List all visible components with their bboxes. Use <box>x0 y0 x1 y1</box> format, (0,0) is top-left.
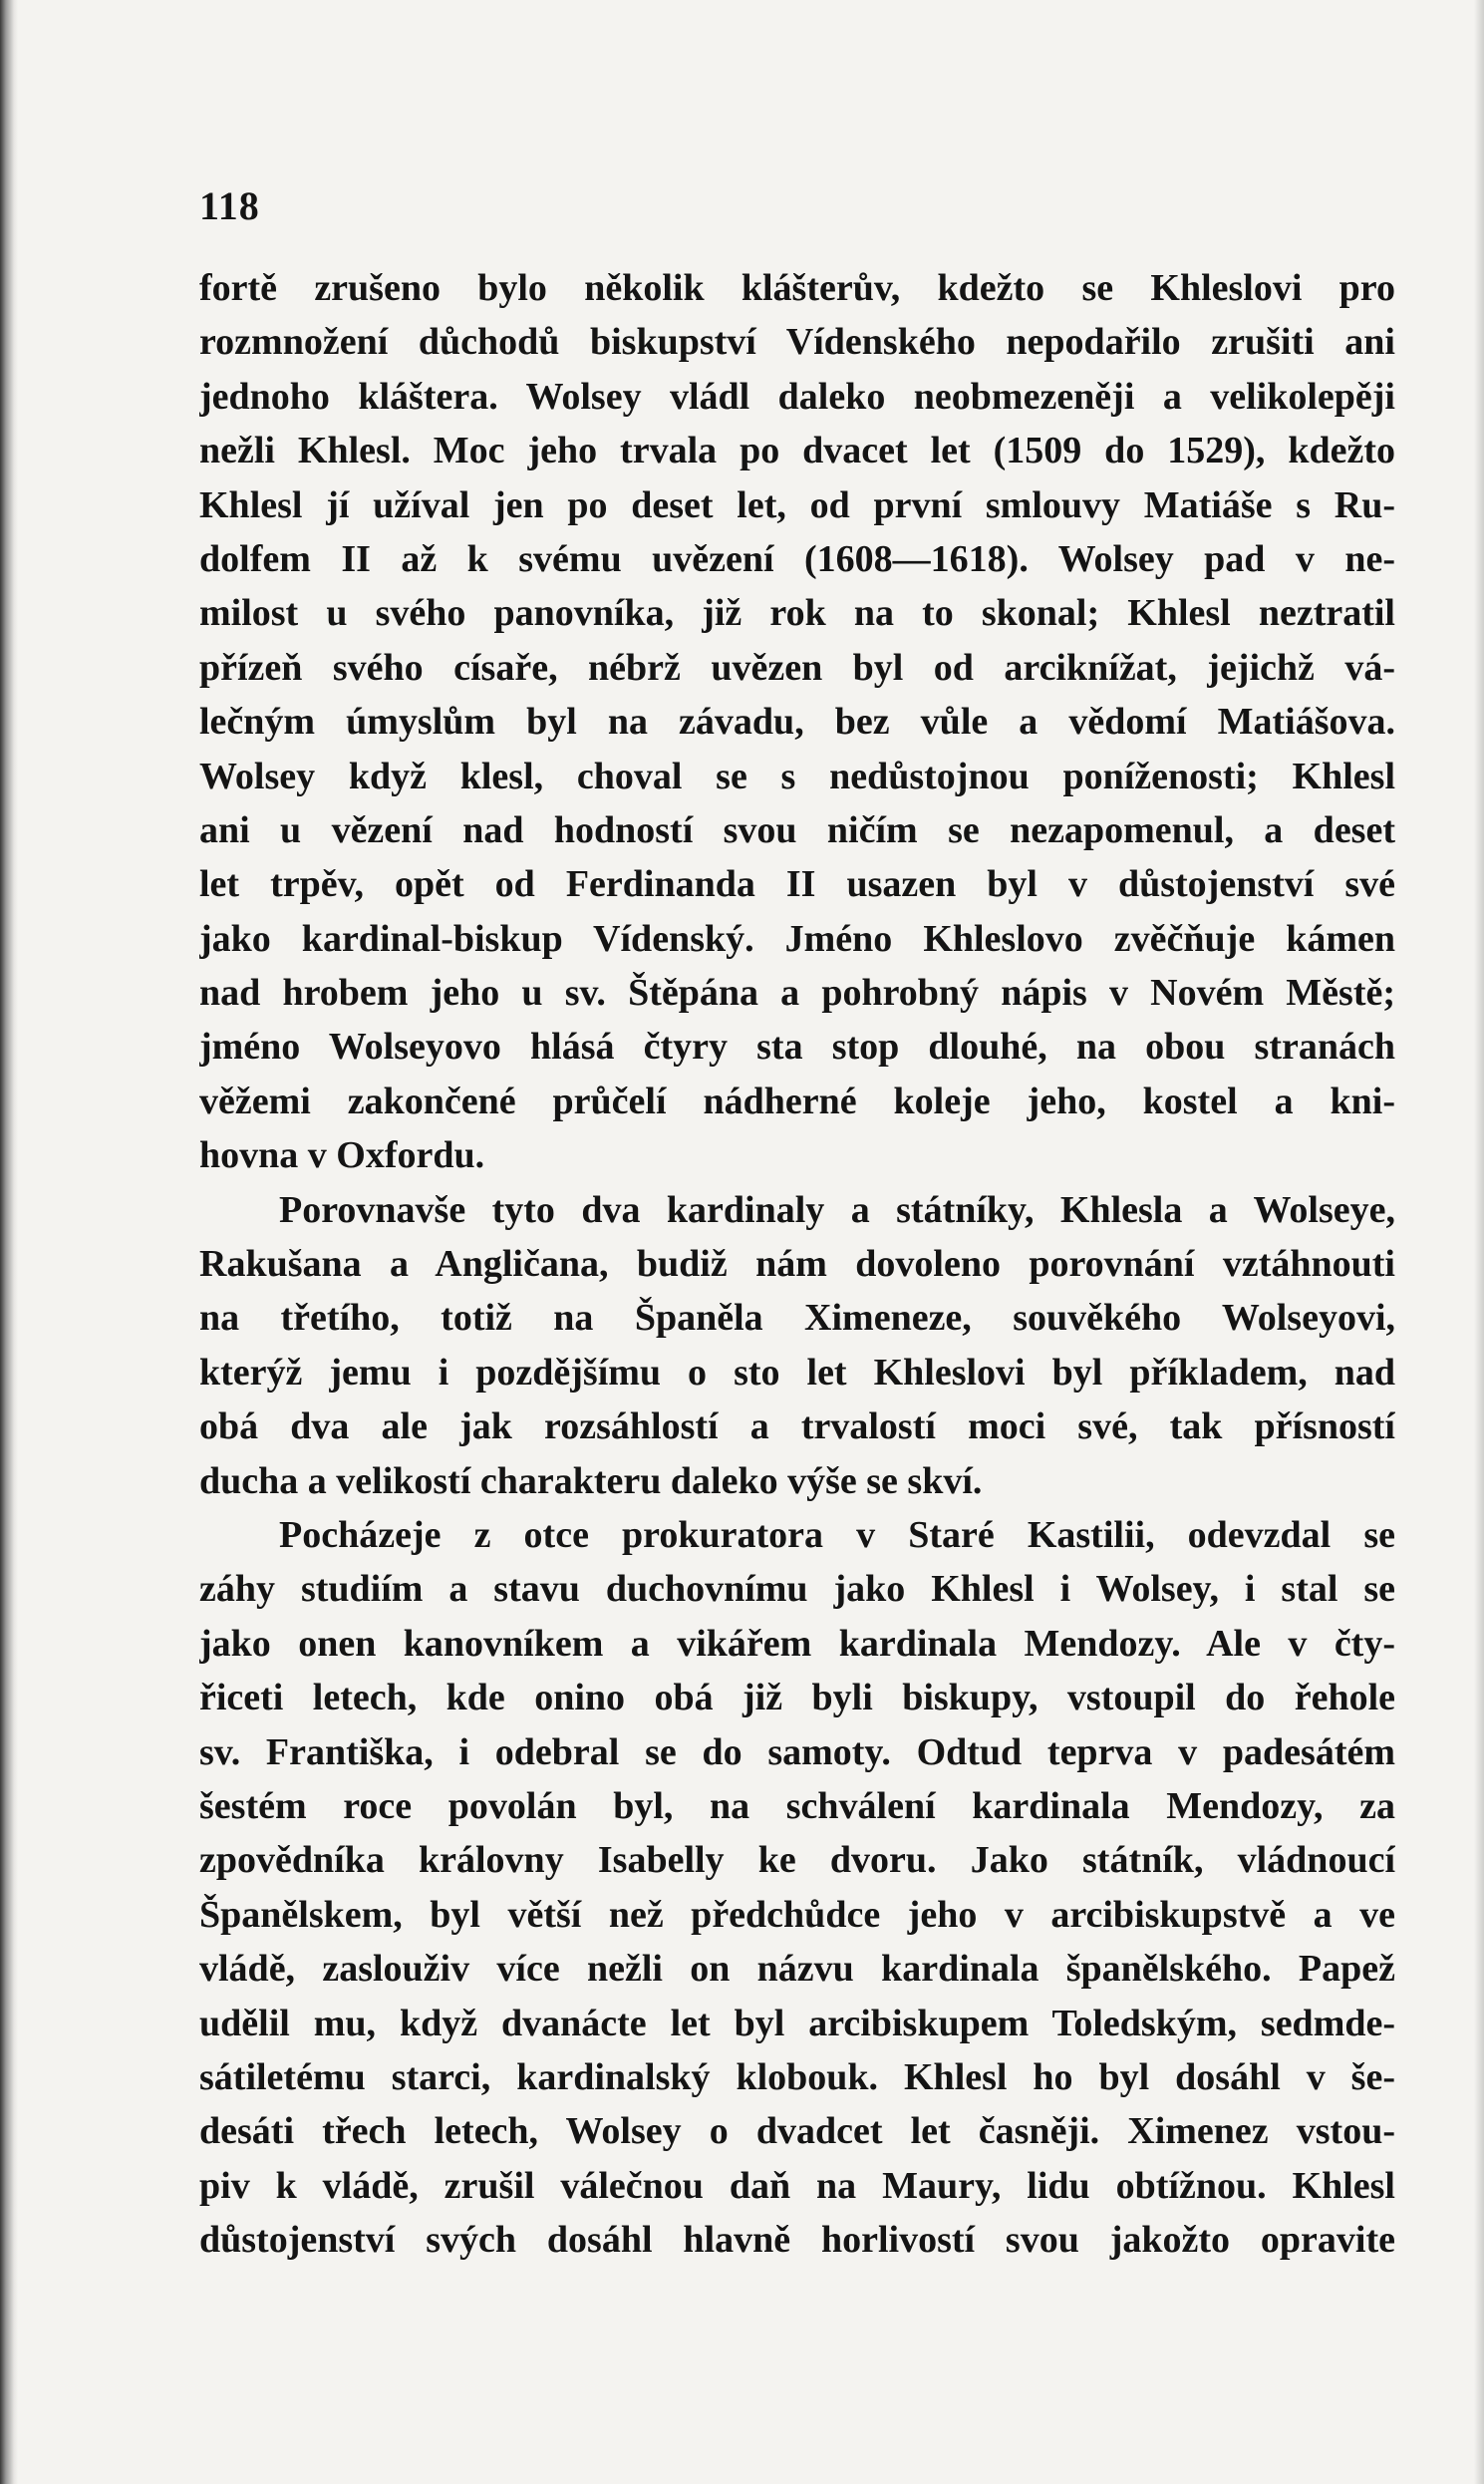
text-line: sv. Františka, i odebral se do samoty. Odtud teprva v padesátém <box>199 1730 1395 1773</box>
text-line: Rakušana a Angličana, budiž nám dovoleno porovnání vztáhnouti <box>199 1243 1395 1286</box>
text-line: obá dva ale jak rozsáhlostí a trvalostí moci své, tak přísností <box>199 1405 1395 1448</box>
text-line: hovna v Oxfordu. <box>199 1134 485 1177</box>
text-line: na třetího, totiž na Španěla Ximeneze, souvěkého Wolseyovi, <box>199 1297 1395 1340</box>
text-line: udělil mu, když dvanácte let byl arcibiskupem Toledským, sedmde- <box>199 2002 1395 2044</box>
text-line: rozmnožení důchodů biskupství Vídenského nepodařilo zrušiti ani <box>199 321 1395 364</box>
text-line: kterýž jemu i pozdějšímu o sto let Khleslovi byl příkladem, nad <box>199 1351 1395 1394</box>
text-line: důstojenství svých dosáhl hlavně horlivostí svou jakožto opravite <box>199 2219 1395 2262</box>
text-line: jako onen kanovníkem a vikářem kardinala Mendozy. Ale v čty- <box>199 1622 1395 1665</box>
text-line: fortě zrušeno bylo několik klášterův, kdežto se Khleslovi pro <box>199 267 1395 309</box>
text-line: jednoho kláštera. Wolsey vládl daleko neobmezeněji a velikolepěji <box>199 375 1395 418</box>
text-line: Porovnavše tyto dva kardinaly a státníky, Khlesla a Wolseye, <box>279 1188 1395 1231</box>
page-number: 118 <box>199 183 260 228</box>
text-line: nad hrobem jeho u sv. Štěpána a pohrobný nápis v Novém Městě; <box>199 972 1395 1015</box>
text-line: desáti třech letech, Wolsey o dvadcet let časněji. Ximenez vstou- <box>199 2110 1395 2153</box>
text-line: dolfem II až k svému uvězení (1608—1618). Wolsey pad v ne- <box>199 537 1395 580</box>
text-line: zpovědníka královny Isabelly ke dvoru. Jako státník, vládnoucí <box>199 1839 1395 1882</box>
text-line: jméno Wolseyovo hlásá čtyry sta stop dlouhé, na obou stranách <box>199 1026 1395 1069</box>
text-line: řiceti letech, kde onino obá již byli biskupy, vstoupil do řehole <box>199 1677 1395 1719</box>
text-line: Španělskem, byl větší než předchůdce jeho v arcibiskupstvě a ve <box>199 1893 1395 1936</box>
body-text <box>199 261 1395 2267</box>
text-line: vládě, zaslouživ více nežli on názvu kardinala španělského. Papež <box>199 1948 1395 1991</box>
text-line: šestém roce povolán byl, na schválení kardinala Mendozy, za <box>199 1784 1395 1827</box>
page-right-edge <box>1474 0 1484 2484</box>
text-line: Pocházeje z otce prokuratora v Staré Kastilii, odevzdal se <box>279 1513 1395 1556</box>
text-line: ani u vězení nad hodností svou ničím se nezapomenul, a deset <box>199 808 1395 851</box>
text-line: záhy studiím a stavu duchovnímu jako Khlesl i Wolsey, i stal se <box>199 1568 1395 1611</box>
text-line: Khlesl jí užíval jen po deset let, od první smlouvy Matiáše s Ru- <box>199 483 1395 526</box>
text-line: přízeň svého císaře, nébrž uvězen byl od arciknížat, jejichž vá- <box>199 646 1395 689</box>
text-line: nežli Khlesl. Moc jeho trvala po dvacet let (1509 do 1529), kdežto <box>199 430 1395 472</box>
text-line: let trpěv, opět od Ferdinanda II usazen byl v důstojenství své <box>199 863 1395 906</box>
page-binding-edge <box>0 0 18 2484</box>
text-line: milost u svého panovníka, již rok na to skonal; Khlesl neztratil <box>199 592 1395 635</box>
text-line: ducha a velikostí charakteru daleko výše se skví. <box>199 1459 983 1502</box>
text-line: jako kardinal-biskup Vídenský. Jméno Khleslovo zvěčňuje kámen <box>199 917 1395 960</box>
text-line: věžemi zakončené průčelí nádherné koleje jeho, kostel a kni- <box>199 1080 1395 1122</box>
text-line: Wolsey když klesl, choval se s nedůstojnou poníženosti; Khlesl <box>199 755 1395 797</box>
text-line: piv k vládě, zrušil válečnou daň na Maury, lidu obtížnou. Khlesl <box>199 2164 1395 2207</box>
text-line: lečným úmyslům byl na závadu, bez vůle a vědomí Matiášova. <box>199 701 1395 744</box>
text-line: sátiletému starci, kardinalský klobouk. Khlesl ho byl dosáhl v še- <box>199 2055 1395 2098</box>
